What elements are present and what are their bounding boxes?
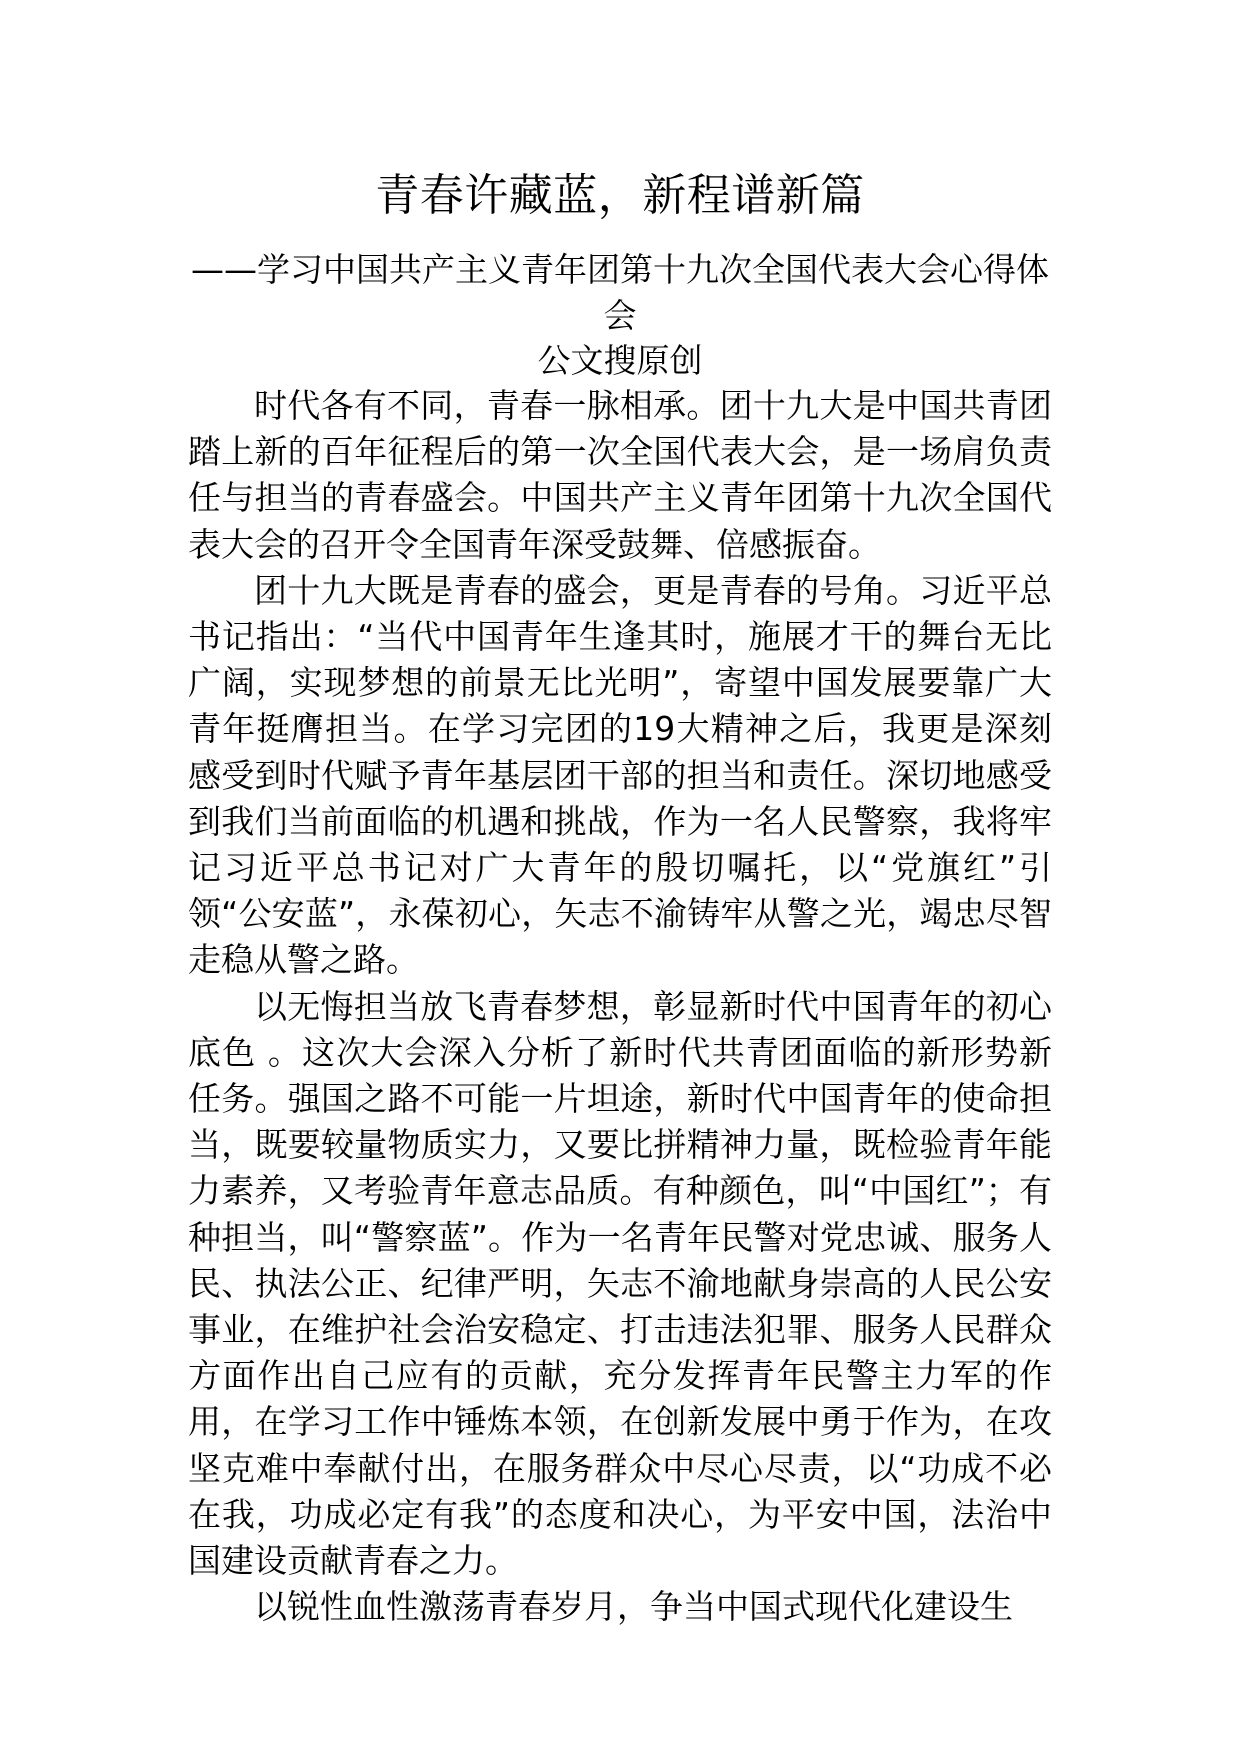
document-author: 公文搜原创 — [537, 341, 703, 380]
document-subtitle: ——学习中国共产主义青年团第十九次全国代表大会心得体会 — [191, 250, 1049, 335]
body-paragraph: 时代各有不同，青春一脉相承。团十九大是中国共青团踏上新的百年征程后的第一次全国代表大会，是一场肩负责任与担当的青春盛会。中国共产主义青年团第十九次全国代表大会的召开令全国青年深受鼓舞、倍感振奋。 — [188, 386, 1052, 564]
body-paragraph: 以无悔担当放飞青春梦想，彰显新时代中国青年的初心底色 。这次大会深入分析了新时代共青团面临的新形势新任务。强国之路不可能一片坦途，新时代中国青年的使命担当，既要较量物质实力，又要比拼精神力量，既检验青年能力素养，又考验青年意志品质。有种颜色，叫“中国红”；有种担当，叫“警察蓝”。作为一名青年民警对党忠诚、服务人民、执法公正、纪律严明，矢志不渝地献身崇高的人民公安事业，在维护社会治安稳定、打击违法犯罪、服务人民群众方面作出自己应有的贡献，充分发挥青年民警主力军的作用，在学习工作中锤炼本领，在创新发展中勇于作为，在攻坚克难中奉献付出，在服务群众中尽心尽责，以“功成不必在我，功成必定有我”的态度和决心，为平安中国，法治中国建设贡献青春之力。 — [188, 986, 1052, 1581]
body-paragraph: 以锐性血性激荡青春岁月，争当中国式现代化建设生 — [254, 1587, 1013, 1627]
document-body — [188, 383, 1052, 1630]
body-paragraph: 团十九大既是青春的盛会，更是青春的号角。习近平总书记指出：“当代中国青年生逢其时，施展才干的舞台无比广阔，实现梦想的前景无比光明”，寄望中国发展要靠广大青年挺膺担当。在学习完团的19大精神之后，我更是深刻感受到时代赋予青年基层团干部的担当和责任。深切地感受到我们当前面临的机遇和挑战，作为一名人民警察，我将牢记习近平总书记对广大青年的殷切嘱托，以“党旗红”引领“公安蓝”，永葆初心，矢志不渝铸牢从警之光，竭忠尽智走稳从警之路。 — [188, 570, 1052, 980]
document-title: 青春许藏蓝，新程谱新篇 — [375, 170, 865, 221]
